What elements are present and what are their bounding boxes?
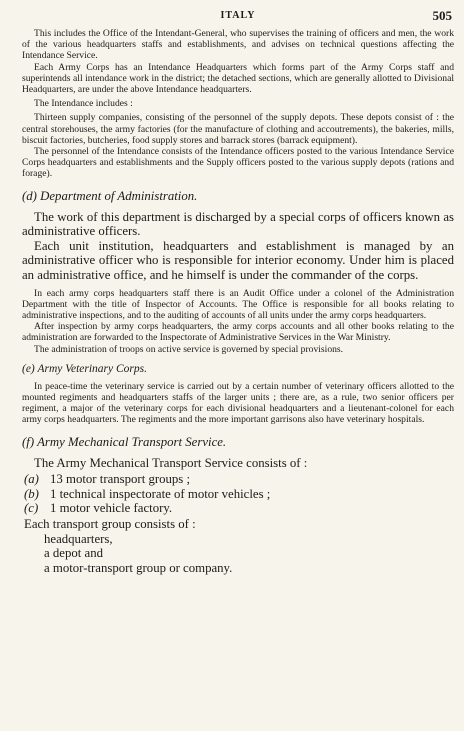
section-heading-administration <box>22 189 454 204</box>
heading-title: Army Veterinary Corps. <box>37 362 147 375</box>
running-title: ITALY <box>220 10 256 21</box>
section-heading-veterinary <box>22 363 454 375</box>
heading-prefix: (d) <box>22 188 37 203</box>
paragraph: The administration of troops on active service is governed by special provisions. <box>34 343 344 355</box>
paragraph: The personnel of the Intendance consists of the Intendance officers posted to the various Intendance Service Corps headquarters and establishments and the Supply officers posted to the various supply depots (rations and forage). <box>22 146 454 180</box>
heading-title: Department of Administration. <box>40 188 198 203</box>
list-item <box>22 487 454 501</box>
page-number: 505 <box>432 8 452 23</box>
list-key: (b) <box>24 486 39 501</box>
paragraph: Each Army Corps has an Intendance Headquarters which forms part of the Army Corps staff and superintends all intendance work in the district; the detached sections, which are generally allotted to Divisional Headquarters, are under the above Intendance headquarters. <box>22 61 454 96</box>
running-head <box>22 10 454 28</box>
transport-section <box>22 456 454 576</box>
paragraph: The Army Mechanical Transport Service consists of : <box>34 455 308 470</box>
paragraph: In peace-time the veterinary service is carried out by a certain number of veterinary officers allotted to the mounted regiments and headquarters staffs of the larger units ; there are, as a rule, two senior officers per regiment, a major of the veterinary corps for each divisional headquarters and a lieutenant-colonel for each army corps headquarters. The regiments and the more important garrisons also have veterinary hospitals. <box>22 380 454 426</box>
list-text: 1 technical inspectorate of motor vehicles ; <box>50 486 271 501</box>
list-item: a depot and <box>44 546 103 561</box>
heading-prefix: (e) <box>22 362 35 375</box>
list-item <box>22 472 454 486</box>
paragraph: The work of this department is discharged by a special corps of officers known as administrative officers. <box>22 209 454 239</box>
heading-prefix: (f) <box>22 434 35 449</box>
paragraph: Thirteen supply companies, consisting of the personnel of the supply depots. These depots consist of : the central storehouses, the army factories (for the manufacture of clothing and accoutrements), the bakeries, mills, biscuit factories, butcheries, food supply stores and barrack stores (barrack equipment). <box>22 112 454 146</box>
list-text: 1 motor vehicle factory. <box>50 501 173 516</box>
paragraph: Each transport group consists of : <box>24 517 196 532</box>
list-item: a motor-transport group or company. <box>44 560 233 575</box>
heading-title: Army Mechanical Transport Service. <box>37 434 227 449</box>
list-item <box>22 501 454 515</box>
list-key: (a) <box>24 472 39 487</box>
intendance-section <box>22 28 454 180</box>
list-item: headquarters, <box>44 532 113 547</box>
paragraph: After inspection by army corps headquarters, the army corps accounts and all other books relating to the administration are forwarded to the Inspectorate of Administrative Services in the War Ministry. <box>22 321 454 344</box>
list-text: 13 motor transport groups ; <box>50 472 191 487</box>
veterinary-section <box>22 381 454 426</box>
paragraph: In each army corps headquarters staff there is an Audit Office under a colonel of the Administration Department with the title of Inspector of Accounts. The Office is responsible for all books relating to administrative inspections, and to the auditing of accounts of all units under the army corps headquarters. <box>22 287 454 322</box>
list-key: (c) <box>24 501 39 516</box>
section-heading-transport <box>22 435 454 450</box>
paragraph: Each unit institution, headquarters and establishment is managed by an administrative officer who is responsible for interior economy. Under him is placed an administrative office, and he himself is under the commander of the corps. <box>22 238 454 283</box>
paragraph: The Intendance includes : <box>34 98 133 110</box>
administration-section <box>22 210 454 355</box>
paragraph: This includes the Office of the Intendant-General, who supervises the training of officers and men, the work of the various headquarters staffs and establishments, and advises on technical questions affecting the Intendance Service. <box>22 28 454 62</box>
